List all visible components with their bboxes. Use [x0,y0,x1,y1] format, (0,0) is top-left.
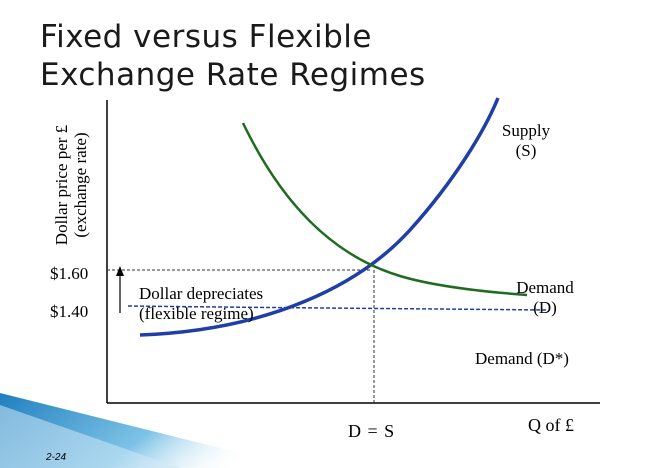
supply-label [490,121,562,161]
y-axis-label-line-1: Dollar price per £ [52,124,71,246]
annotation-line-2: (flexible regime) [139,304,254,323]
title-line-1: Fixed versus Flexible [40,19,372,55]
price-tick-high: $1.60 [50,264,89,283]
supply-label-line-2: (S) [515,141,537,160]
title-line-2: Exchange Rate Regimes [40,57,426,93]
demand-label-line-1: Demand [516,278,574,297]
price-tick-low: $1.40 [50,302,89,321]
supply-label-line-1: Supply [501,121,551,140]
y-axis-label [52,105,90,265]
y-axis-label-line-2: (exchange rate) [71,132,90,238]
depreciation-annotation [139,284,263,324]
demand-curve [243,123,527,295]
depreciation-arrow-head [116,266,124,276]
demand-label-line-2: (D) [533,298,557,317]
demand-label [505,278,585,318]
demand-new-label: Demand (D*) [475,349,569,368]
quantity-marker: D = S [348,421,396,441]
x-axis-label: Q of £ [528,415,574,435]
page-number: 2-24 [46,452,67,463]
annotation-line-1: Dollar depreciates [139,284,264,303]
